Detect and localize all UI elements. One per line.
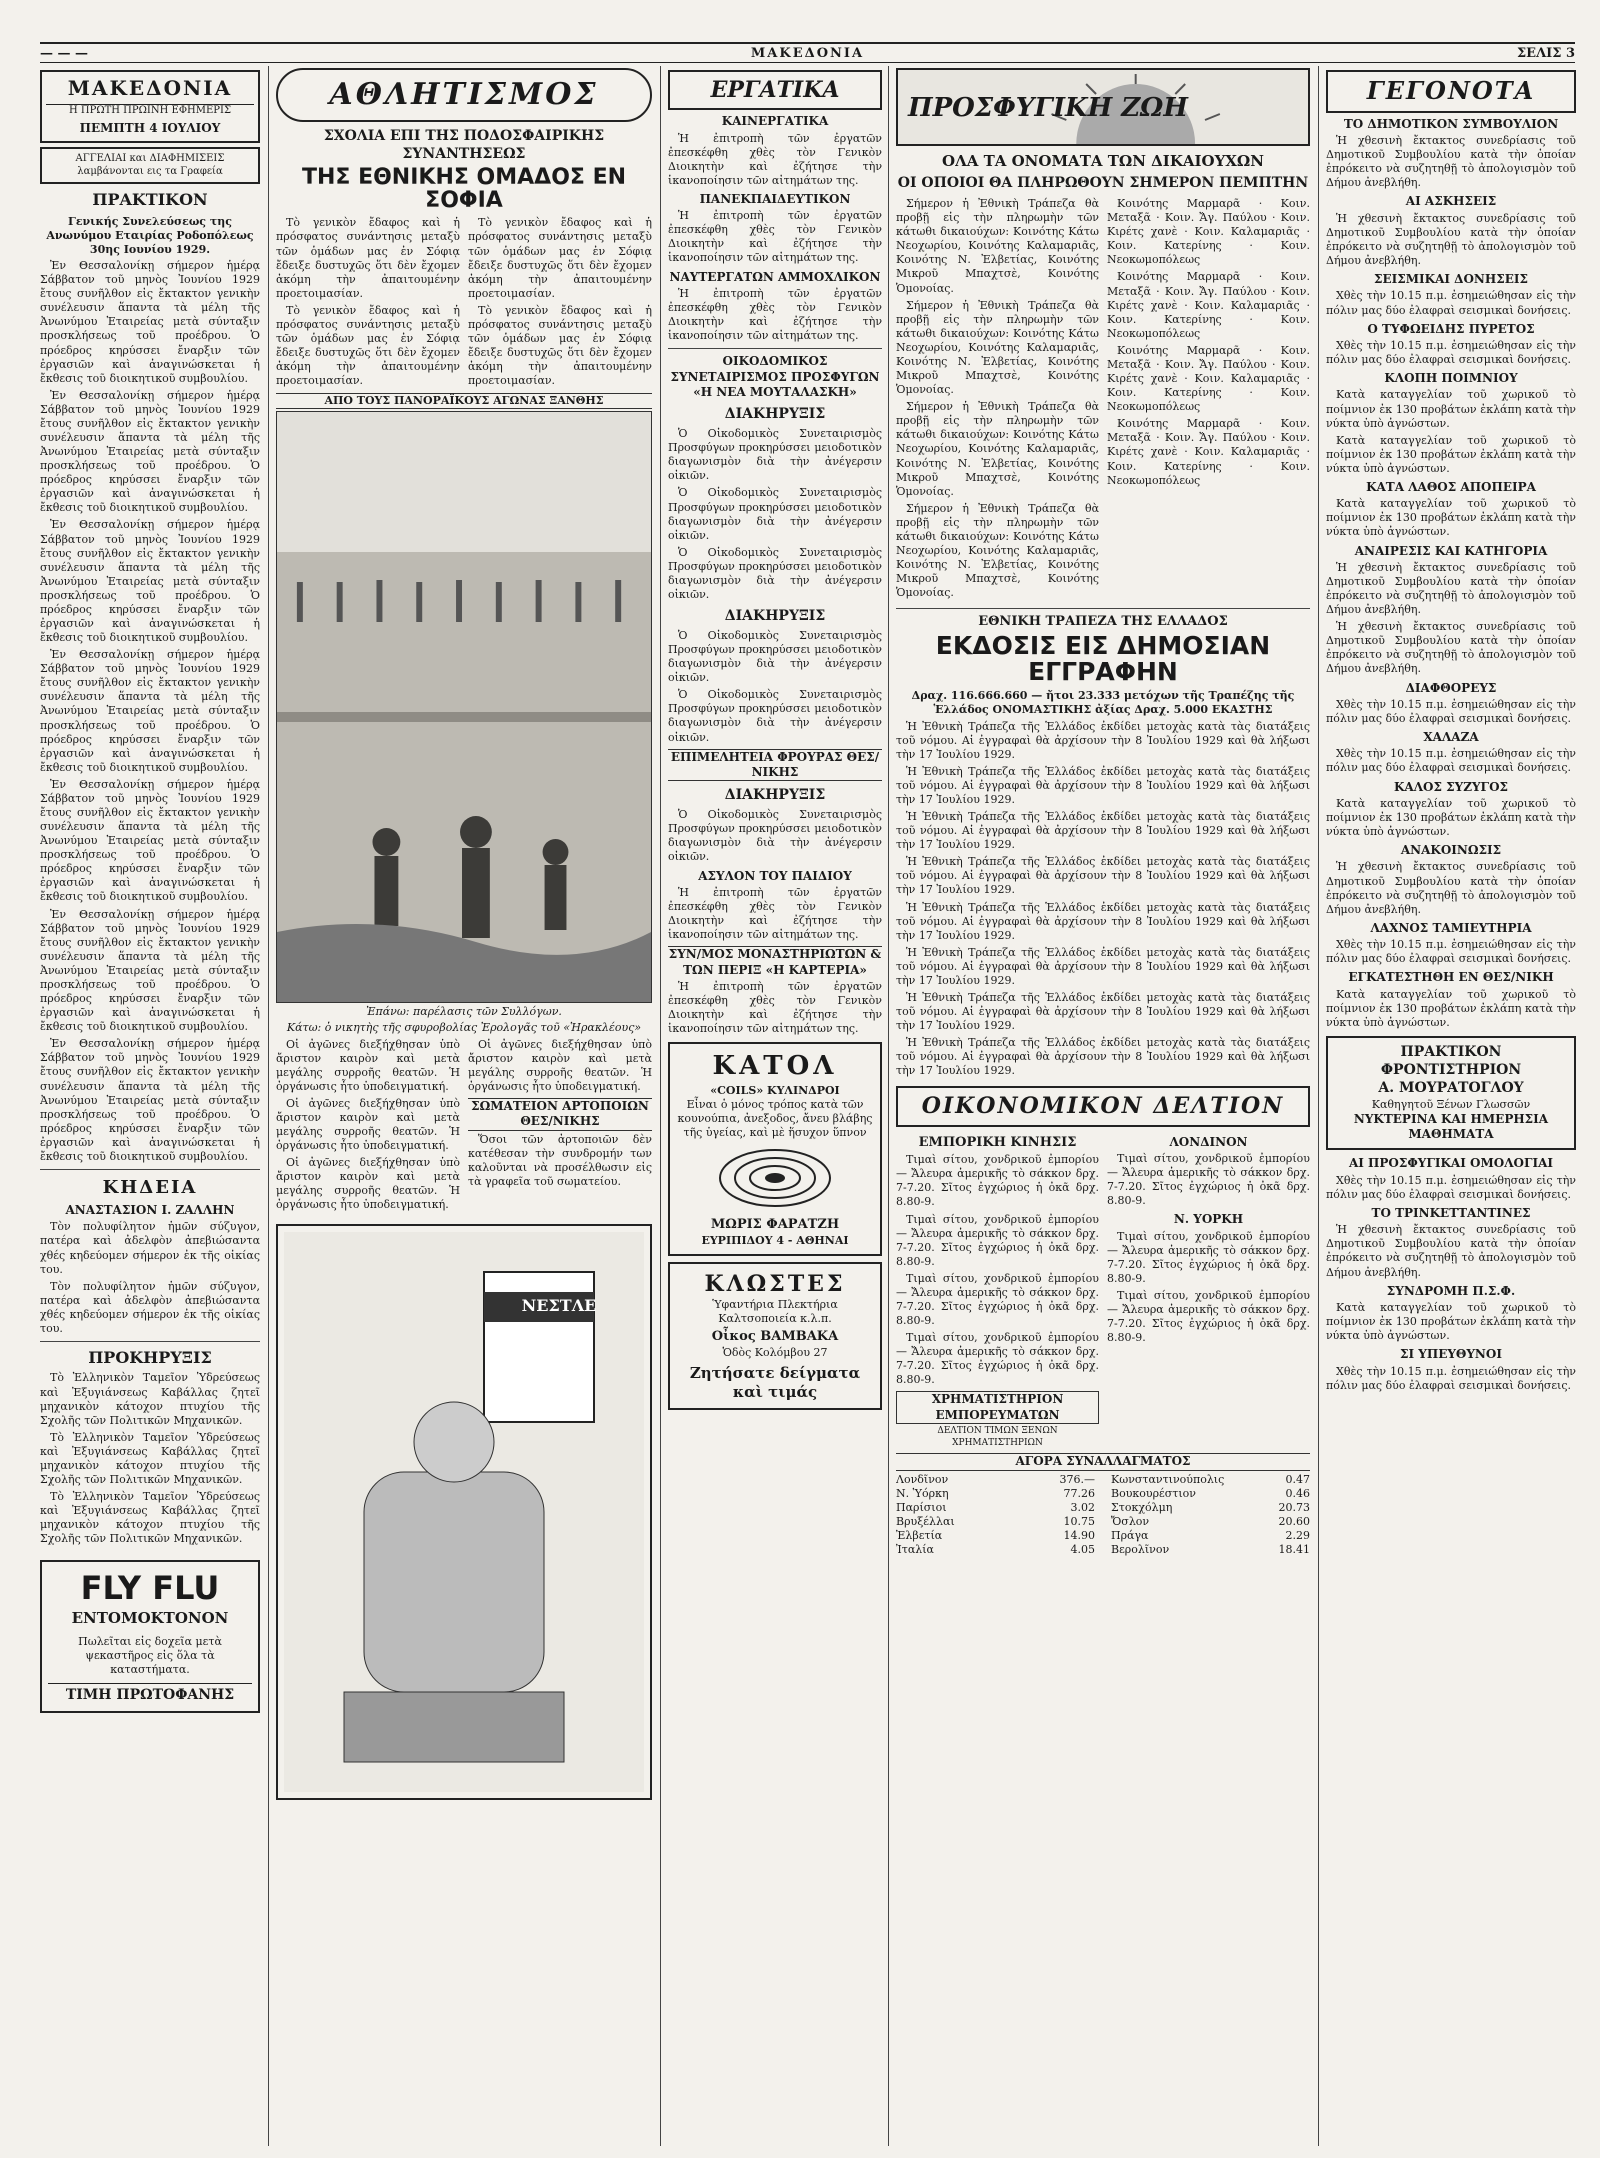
frontistirion-subtitle: Καθηγητοῦ Ξένων Γλωσσῶν	[1371, 1097, 1531, 1111]
fx-rate-row	[896, 1473, 1095, 1487]
kidia-text: Τὸν πολυφίλητον ἡμῶν σύζυγον, πατέρα καὶ ἀδελφὸν ἀπεβιώσαντα χθές κηδεύομεν σήμερον ἐκ τῆς οἰκίας του.	[40, 1220, 260, 1276]
news-headline: ΚΑΛΟΣ ΣΥΖΥΓΟΣ	[1394, 779, 1508, 794]
column-4	[896, 66, 1310, 2146]
garrison-notice: ΔΙΑΚΗΡΥΞΙΣ	[724, 787, 826, 804]
econ-text: Τιμαὶ σίτου, χονδρικοῦ ἐμπορίου — Ἄλευρα ἀμερικῆς τὸ σάκκον δρχ. 7-7.20. Σῖτος ἐγχώριος ἡ ὀκᾶ δρχ. 8.80-9.	[1107, 1288, 1310, 1345]
cooperative-text: Ὁ Οἰκοδομικὸς Συνεταιρισμὸς Προσφύγων προκηρύσσει μειοδοτικὸν διαγωνισμὸν διὰ τὴν ἀνέγερσιν οἰκιῶν.	[668, 545, 882, 602]
news-text: Ἡ χθεσινὴ ἔκτακτος συνεδρίασις τοῦ Δημοτικοῦ Συμβουλίου κατὰ τὴν ὁποίαν ἐπρόκειτο νὰ συζητηθῇ τὸ ἀπολογισμὸν τοῦ Δήμου ἀνεβλήθη.	[1326, 1223, 1576, 1279]
cooperative-text: Ὁ Οἰκοδομικὸς Συνεταιρισμὸς Προσφύγων προκηρύσσει μειοδοτικὸν διαγωνισμὸν διὰ τὴν ἀνέγερσιν οἰκιῶν.	[668, 427, 882, 483]
econ-text: Τιμαὶ σίτου, χονδρικοῦ ἐμπορίου — Ἄλευρα ἀμερικῆς τὸ σάκκον δρχ. 7-7.20. Σῖτος ἐγχώριος ἡ ὀκᾶ δρχ. 8.80-9.	[896, 1153, 1099, 1209]
fx-tables	[896, 1473, 1310, 1557]
labor-text: Ἡ ἐπιτροπὴ τῶν ἐργατῶν ἐπεσκέφθη χθὲς τὸν Γενικὸν Διοικητὴν καὶ ἐζήτησε τὴν ἱκανοποίησιν τῶν αἰτημάτων της.	[668, 979, 882, 1036]
fx-rate-row	[1111, 1515, 1310, 1529]
refugee-headline-1: ΟΛΑ ΤΑ ΟΝΟΜΑΤΑ ΤΩΝ ΔΙΚΑΙΟΥΧΩΝ	[942, 152, 1264, 170]
cooperative-text: Ὁ Οἰκοδομικὸς Συνεταιρισμὸς Προσφύγων προκηρύσσει μειοδοτικὸν διαγωνισμὸν διὰ τὴν ἀνέγερσιν οἰκιῶν.	[668, 629, 882, 685]
praktikon-text: Ἐν Θεσσαλονίκῃ σήμερον ἡμέρᾳ Σάββατον τοῦ μηνὸς Ἰουνίου 1929 ἔτους συνῆλθον εἰς ἔκτακτον γενικὴν συνέλευσιν ἅπαντα τὰ μέλη τῆς Ἀνωνύμου Ἑταιρείας μετὰ σύνταξιν προσκλήσεως τοῦ προέδρου. Ὁ πρόεδρος κηρύσσει ἔναρξιν τῶν ἐργασιῶν καὶ ἀναγινώσκεται ἡ ἔκθεσις τοῦ διοικητικοῦ συμβουλίου.	[40, 1037, 260, 1163]
column-5	[1326, 66, 1576, 2146]
fx-rate-row	[1111, 1543, 1310, 1557]
sports-text: Τὸ γενικὸν ἔδαφος καὶ ἡ πρόσφατος συνάντησις μεταξὺ τῶν ὁμάδων μας ἐν Σόφιᾳ ἔδειξε δυστυχῶς ὅτι δὲν ἔχομεν ἀκόμη τὴν ἀπαιτουμένην προετοιμασίαν.	[468, 216, 652, 300]
cooperative-text: Ὁ Οἰκοδομικὸς Συνεταιρισμὸς Προσφύγων προκηρύσσει μειοδοτικὸν διαγωνισμὸν διὰ τὴν ἀνέγερσιν οἰκιῶν.	[668, 808, 882, 864]
news-text: Ἡ χθεσινὴ ἔκτακτος συνεδρίασις τοῦ Δημοτικοῦ Συμβουλίου κατὰ τὴν ὁποίαν ἐπρόκειτο νὰ συζητηθῇ τὸ ἀπολογισμὸν τοῦ Δήμου ἀνεβλήθη.	[1326, 211, 1576, 267]
column-rule	[268, 66, 269, 2146]
econ-text: Τιμαὶ σίτου, χονδρικοῦ ἐμπορίου — Ἄλευρα ἀμερικῆς τὸ σάκκον δρχ. 7-7.20. Σῖτος ἐγχώριος ἡ ὀκᾶ δρχ. 8.80-9.	[896, 1331, 1099, 1387]
news-text: Κατὰ καταγγελίαν τοῦ χωρικοῦ τὸ ποίμνιον ἐκ 130 προβάτων ἐκλάπη κατὰ τὴν νύκτα ὑπὸ ἀγνώστων.	[1326, 433, 1576, 475]
refugee-text: Σήμερον ἡ Ἐθνικὴ Τράπεζα θὰ προβῇ εἰς τὴν πληρωμὴν τῶν κάτωθι δικαιούχων: Κοινότης Κάτω Νεοχωρίου, Κοινότης Καλαμαριᾶς, Κοινότης Ν. Ἐλβετίας, Κοινότης Μικροῦ Μπαχτσὲ, Κοινότης Ὁμονοίας.	[896, 400, 1099, 498]
klostes-ad	[668, 1262, 882, 1410]
fx-rate-row	[896, 1501, 1095, 1515]
cooperative-notice: ΔΙΑΚΗΡΥΞΙΣ	[724, 406, 826, 423]
fx-city: Βερολῖνον	[1111, 1542, 1170, 1556]
labor-text: Ἡ ἐπιτροπὴ τῶν ἐργατῶν ἐπεσκέφθη χθὲς τὸν Γενικὸν Διοικητὴν καὶ ἐζήτησε τὴν ἱκανοποίησιν τῶν αἰτημάτων της.	[668, 885, 882, 942]
fx-rate: 0.46	[1285, 1486, 1310, 1500]
bank-title: ΕΘΝΙΚΗ ΤΡΑΠΕΖΑ ΤΗΣ ΕΛΛΑΔΟΣ	[978, 614, 1228, 630]
praktikon-subtitle: Γενικής Συνελεύσεως της Ανωνύμου Εταιρίας Ροδοπόλεως 30ης Ιουνίου 1929.	[46, 214, 254, 256]
news-text: Ἡ χθεσινὴ ἔκτακτος συνεδρίασις τοῦ Δημοτικοῦ Συμβουλίου κατὰ τὴν ὁποίαν ἐπρόκειτο νὰ συζητηθῇ τὸ ἀπολογισμὸν τοῦ Δήμου ἀνεβλήθη.	[1326, 620, 1576, 676]
bank-text: Ἡ Ἐθνικὴ Τράπεζα τῆς Ἑλλάδος ἐκδίδει μετοχὰς κατὰ τὰς διατάξεις τοῦ νόμου. Αἱ ἐγγραφαὶ θὰ ἀρχίσουν τὴν 8 Ἰουλίου 1929 καὶ θὰ λήξωσι τὴν 17 Ἰουλίου 1929.	[896, 855, 1310, 897]
fx-city: Πράγα	[1111, 1528, 1149, 1542]
flyflu-text: Πωλεῖται εἰς δοχεῖα μετὰ ψεκαστῆρος εἰς ὅλα τὰ καταστήματα.	[78, 1634, 222, 1676]
prokirixis-title: ΠΡΟΚΗΡΥΞΙΣ	[88, 1347, 212, 1367]
fx-city: Βουκουρέστιον	[1111, 1486, 1196, 1500]
bank-subhead: Δραχ. 116.666.660 — ἤτοι 23.333 μετόχων τῆς Τραπέζης τῆς Ἑλλάδος ΟΝΟΜΑΣΤΙΚΗΣ ἀξίας Δραχ. 5.000 ΕΚΑΣΤΗΣ	[911, 689, 1295, 717]
page-number: ΣΕΛΙΣ 3	[1516, 45, 1575, 61]
sports-text: Τὸ γενικὸν ἔδαφος καὶ ἡ πρόσφατος συνάντησις μεταξὺ τῶν ὁμάδων μας ἐν Σόφιᾳ ἔδειξε δυστυχῶς ὅτι δὲν ἔχομεν ἀκόμη τὴν ἀπαιτουμένην προετοιμασίαν.	[276, 216, 460, 300]
fx-rate: 10.75	[1063, 1514, 1095, 1528]
news-text: Κατὰ καταγγελίαν τοῦ χωρικοῦ τὸ ποίμνιον ἐκ 130 προβάτων ἐκλάπη κατὰ τὴν νύκτα ὑπὸ ἀγνώστων.	[1326, 796, 1576, 839]
fx-rate-row	[1111, 1529, 1310, 1543]
sports-text: Οἱ ἀγῶνες διεξήχθησαν ὑπὸ ἄριστον καιρὸν καὶ μετὰ μεγάλης συρροῆς θεατῶν. Ἡ ὀργάνωσις ἦτο ὑποδειγματική.	[276, 1096, 460, 1153]
karteria-title: ΣΥΝ/ΜΟΣ ΜΟΝΑΣΤΗΡΙΩΤΩΝ & ΤΩΝ ΠΕΡΙΞ «Η ΚΑΡΤΕΡΙΑ»	[668, 947, 882, 977]
garrison-title: ΕΠΙΜΕΛΗΤΕΙΑ ΦΡΟΥΡΑΣ ΘΕΣ/ΝΙΚΗΣ	[668, 749, 882, 782]
refugee-text: Κοινότης Μαρμαρᾶ · Κοιν. Μεταξᾶ · Κοιν. Ἄγ. Παύλου · Κοιν. Κιρέτς χανὲ · Κοιν. Καλαμαριᾶς · Κοιν. Κατερίνης · Κοιν. Νεοκωμοπόλεως	[1107, 197, 1310, 267]
labor-section-title: ΕΡΓΑΤΙΚΑ	[710, 77, 840, 103]
masthead-left: — — —	[40, 45, 89, 61]
prokirixis-text: Τὸ Ἐλληνικὸν Ταμεῖον Ὑδρεύσεως καὶ Ἐξυγιάνσεως Καβάλλας ζητεῖ μηχανικὸν κάτοχον πτυχίου τῆς Σχολῆς τῶν Πολιτικῶν Μηχανικῶν.	[40, 1490, 260, 1546]
fx-rate-row	[896, 1487, 1095, 1501]
fx-table-right	[1111, 1473, 1310, 1557]
news-text: Κατὰ καταγγελίαν τοῦ χωρικοῦ τὸ ποίμνιον ἐκ 130 προβάτων ἐκλάπη κατὰ τὴν νύκτα ὑπὸ ἀγνώστων.	[1326, 987, 1576, 1029]
refugee-text: Σήμερον ἡ Ἐθνικὴ Τράπεζα θὰ προβῇ εἰς τὴν πληρωμὴν τῶν κάτωθι δικαιούχων: Κοινότης Κάτω Νεοχωρίου, Κοινότης Καλαμαριᾶς, Κοινότης Ν. Ἐλβετίας, Κοινότης Μικροῦ Μπαχτσὲ, Κοινότης Ὁμονοίας.	[896, 197, 1099, 295]
sports-headline-2: ΤΗΣ ΕΘΝΙΚΗΣ ΟΜΑΔΟΣ ΕΝ ΣΟΦΙΑ	[301, 165, 627, 214]
sports-text: Οἱ ἀγῶνες διεξήχθησαν ὑπὸ ἄριστον καιρὸν καὶ μετὰ μεγάλης συρροῆς θεατῶν. Ἡ ὀργάνωσις ἦτο ὑποδειγματική.	[468, 1037, 652, 1093]
bank-text: Ἡ Ἐθνικὴ Τράπεζα τῆς Ἑλλάδος ἐκδίδει μετοχὰς κατὰ τὰς διατάξεις τοῦ νόμου. Αἱ ἐγγραφαὶ θὰ ἀρχίσουν τὴν 8 Ἰουλίου 1929 καὶ θὰ λήξωσι τὴν 17 Ἰουλίου 1929.	[896, 764, 1310, 806]
fx-market-title: ΑΓΟΡΑ ΣΥΝΑΛΛΑΓΜΑΤΟΣ	[896, 1453, 1310, 1470]
prokirixis-text: Τὸ Ἐλληνικὸν Ταμεῖον Ὑδρεύσεως καὶ Ἐξυγιάνσεως Καβάλλας ζητεῖ μηχανικὸν κάτοχον πτυχίου τῆς Σχολῆς τῶν Πολιτικῶν Μηχανικῶν.	[40, 1371, 260, 1427]
news-text: Κατὰ καταγγελίαν τοῦ χωρικοῦ τὸ ποίμνιον ἐκ 130 προβάτων ἐκλάπη κατὰ τὴν νύκτα ὑπὸ ἀγνώστων.	[1326, 388, 1576, 430]
news-text: Χθὲς τὴν 10.15 π.μ. ἐσημειώθησαν εἰς τὴν πόλιν μας δύο ἐλαφραὶ σεισμικαὶ δονήσεις.	[1326, 1364, 1576, 1392]
bank-text: Ἡ Ἐθνικὴ Τράπεζα τῆς Ἑλλάδος ἐκδίδει μετοχὰς κατὰ τὰς διατάξεις τοῦ νόμου. Αἱ ἐγγραφαὶ θὰ ἀρχίσουν τὴν 8 Ἰουλίου 1929 καὶ θὰ λήξωσι τὴν 17 Ἰουλίου 1929.	[896, 990, 1310, 1033]
econ-text: Τιμαὶ σίτου, χονδρικοῦ ἐμπορίου — Ἄλευρα ἀμερικῆς τὸ σάκκον δρχ. 7-7.20. Σῖτος ἐγχώριος ἡ ὀκᾶ δρχ. 8.80-9.	[1107, 1151, 1310, 1208]
london-label: ΛΟΝΔΙΝΟΝ	[1169, 1134, 1248, 1149]
news-headline: ΑΙ ΠΡΟΣΦΥΓΙΚΑΙ ΟΜΟΛΟΓΙΑΙ	[1348, 1156, 1554, 1171]
nestle-label: ΝΕΣΤΛΕ	[521, 1295, 597, 1315]
photo-caption-top: ΑΠΟ ΤΟΥΣ ΠΑΝΟΡΑΪΚΟΥΣ ΑΓΩΝΑΣ ΞΑΝΘΗΣ	[276, 393, 652, 409]
news-section-title: ΓΕΓΟΝΟΤΑ	[1366, 76, 1536, 105]
klostes-title: ΚΛΩΣΤΕΣ	[704, 1270, 846, 1297]
praktikon-text: Ἐν Θεσσαλονίκῃ σήμερον ἡμέρᾳ Σάββατον τοῦ μηνὸς Ἰουνίου 1929 ἔτους συνῆλθον εἰς ἔκτακτον γενικὴν συνέλευσιν ἅπαντα τὰ μέλη τῆς Ἀνωνύμου Ἑταιρείας μετὰ σύνταξιν προσκλήσεως τοῦ προέδρου. Ὁ πρόεδρος κηρύσσει ἔναρξιν τῶν ἐργασιῶν καὶ ἀναγινώσκεται ἡ ἔκθεσις τοῦ διοικητικοῦ συμβουλίου.	[40, 259, 260, 385]
news-section-header	[1326, 70, 1576, 113]
fx-rate-row	[896, 1529, 1095, 1543]
news-headline: ΑΙ ΑΣΚΗΣΕΙΣ	[1405, 194, 1497, 209]
fx-rate: 14.90	[1063, 1528, 1095, 1542]
frontistirion-title: ΠΡΑΚΤΙΚΟΝ ΦΡΟΝΤΙΣΤΗΡΙΟΝ	[1380, 1043, 1522, 1078]
bambaka-address: Ὁδὸς Κολόμβου 27	[722, 1345, 828, 1359]
paper-tagline: Η ΠΡΩΤΗ ΠΡΩΙΝΗ ΕΦΗΜΕΡΙΣ	[46, 104, 254, 118]
photo-caption-2: Κάτω: ὁ νικητὴς τῆς σφυροβολίας Ἐρολογᾶς τοῦ «Ἡρακλέους»	[286, 1021, 642, 1035]
econ-section-header	[896, 1086, 1310, 1126]
refugee-text: Κοινότης Μαρμαρᾶ · Κοιν. Μεταξᾶ · Κοιν. Ἄγ. Παύλου · Κοιν. Κιρέτς χανὲ · Κοιν. Καλαμαριᾶς · Κοιν. Κατερίνης · Κοιν. Νεοκωμοπόλεως	[1107, 343, 1310, 414]
katol-address: ΕΥΡΙΠΙΔΟΥ 4 - ΑΘΗΝΑΙ	[701, 1233, 849, 1247]
ads-notice: ΑΓΓΕΛΙΑΙ και ΔΙΑΦΗΜΙΣΕΙΣ λαμβάνονται εις τα Γραφεία	[40, 147, 260, 185]
news-text: Κατὰ καταγγελίαν τοῦ χωρικοῦ τὸ ποίμνιον ἐκ 130 προβάτων ἐκλάπη κατὰ τὴν νύκτα ὑπὸ ἀγνώστων.	[1326, 1300, 1576, 1343]
coil-icon	[715, 1143, 835, 1213]
news-text: Χθὲς τὴν 10.15 π.μ. ἐσημειώθησαν εἰς τὴν πόλιν μας δύο ἐλαφραὶ σεισμικαὶ δονήσεις.	[1326, 938, 1576, 966]
katol-title: ΚΑΤΟΛ	[712, 1051, 838, 1082]
praktikon-text: Ἐν Θεσσαλονίκῃ σήμερον ἡμέρᾳ Σάββατον τοῦ μηνὸς Ἰουνίου 1929 ἔτους συνῆλθον εἰς ἔκτακτον γενικὴν συνέλευσιν ἅπαντα τὰ μέλη τῆς Ἀνωνύμου Ἑταιρείας μετὰ σύνταξιν προσκλήσεως τοῦ προέδρου. Ὁ πρόεδρος κηρύσσει ἔναρξιν τῶν ἐργασιῶν καὶ ἀναγινώσκεται ἡ ἔκθεσις τοῦ διοικητικοῦ συμβουλίου.	[40, 518, 260, 645]
news-headline: ΤΟ ΤΡΙΝΚΕΤΤΑΝΤΙΝΕΣ	[1371, 1205, 1531, 1220]
fx-rate: 77.26	[1063, 1486, 1095, 1500]
column-2	[276, 66, 652, 2146]
kidia-title: ΚΗΔΕΙΑ	[102, 1176, 198, 1198]
katol-text: Εἶναι ὁ μόνος τρόπος κατὰ τῶν κουνούπια, ἀνεξοδος, ἄνευ βλάβης τῆς ὑγείας, καὶ μὲ ἥσυχον ὕπνον	[677, 1097, 873, 1139]
fx-rate: 20.73	[1278, 1500, 1310, 1514]
sports-photo	[276, 411, 652, 1003]
divider	[40, 1169, 260, 1170]
sports-text-columns-2	[276, 1038, 652, 1216]
refugee-text: Σήμερον ἡ Ἐθνικὴ Τράπεζα θὰ προβῇ εἰς τὴν πληρωμὴν τῶν κάτωθι δικαιούχων: Κοινότης Κάτω Νεοχωρίου, Κοινότης Καλαμαριᾶς, Κοινότης Ν. Ἐλβετίας, Κοινότης Μικροῦ Μπαχτσὲ, Κοινότης Ὁμονοίας.	[896, 501, 1099, 600]
bank-text: Ἡ Ἐθνικὴ Τράπεζα τῆς Ἑλλάδος ἐκδίδει μετοχὰς κατὰ τὰς διατάξεις τοῦ νόμου. Αἱ ἐγγραφαὶ θὰ ἀρχίσουν τὴν 8 Ἰουλίου 1929 καὶ θὰ λήξωσι τὴν 17 Ἰουλίου 1929.	[896, 900, 1310, 942]
divider	[668, 348, 882, 349]
newyork-label: Ν. ΥΟΡΚΗ	[1173, 1212, 1244, 1227]
column-rule	[888, 66, 889, 2146]
flyflu-ad	[40, 1560, 260, 1712]
econ-section-title: ΟΙΚΟΝΟΜΙΚΟΝ ΔΕΛΤΙΟΝ	[921, 1093, 1285, 1120]
fx-city: Βρυξέλλαι	[896, 1514, 955, 1528]
news-headline: Ο ΤΥΦΩΕΙΔΗΣ ΠΥΡΕΤΟΣ	[1367, 321, 1535, 336]
labor-text: Ἡ ἐπιτροπὴ τῶν ἐργατῶν ἐπεσκέφθη χθὲς τὸν Γενικὸν Διοικητὴν καὶ ἐζήτησε τὴν ἱκανοποίησιν τῶν αἰτημάτων της.	[668, 286, 882, 343]
photo-caption-1: Ἐπάνω: παρέλασις τῶν Συλλόγων.	[366, 1005, 562, 1019]
flyflu-subtitle: ΕΝΤΟΜΟΚΤΟΝΟΝ	[71, 1609, 229, 1628]
flyflu-price: ΤΙΜΗ ΠΡΩΤΟΦΑΝΗΣ	[48, 1683, 252, 1705]
refugee-text: Σήμερον ἡ Ἐθνικὴ Τράπεζα θὰ προβῇ εἰς τὴν πληρωμὴν τῶν κάτωθι δικαιούχων: Κοινότης Κάτω Νεοχωρίου, Κοινότης Καλαμαριᾶς, Κοινότης Ν. Ἐλβετίας, Κοινότης Μικροῦ Μπαχτσὲ, Κοινότης Ὁμονοίας.	[896, 298, 1099, 397]
praktikon-title: ΠΡΑΚΤΙΚΟΝ	[92, 190, 208, 210]
news-headline: ΣΕΙΣΜΙΚΑΙ ΔΟΝΗΣΕΙΣ	[1374, 272, 1528, 287]
news-headline: ΚΑΤΑ ΛΑΘΟΣ ΑΠΟΠΕΙΡΑ	[1366, 479, 1536, 494]
divider	[40, 1341, 260, 1342]
econ-text: Τιμαὶ σίτου, χονδρικοῦ ἐμπορίου — Ἄλευρα ἀμερικῆς τὸ σάκκον δρχ. 7-7.20. Σῖτος ἐγχώριος ἡ ὀκᾶ δρχ. 8.80-9.	[1107, 1229, 1310, 1285]
fx-table-left	[896, 1473, 1095, 1557]
masthead-title: ΜΑΚΕΔΟΝΙΑ	[750, 45, 865, 61]
cooperative-text: Ὁ Οἰκοδομικὸς Συνεταιρισμὸς Προσφύγων προκηρύσσει μειοδοτικὸν διαγωνισμὸν διὰ τὴν ἀνέγερσιν οἰκιῶν.	[668, 688, 882, 744]
sports-text-columns	[276, 216, 652, 391]
refugee-section-header	[896, 68, 1310, 146]
fx-rate-row	[896, 1543, 1095, 1557]
fx-city: Στοκχόλμη	[1111, 1500, 1173, 1514]
kidia-text: Τὸν πολυφίλητον ἡμῶν σύζυγον, πατέρα καὶ ἀδελφὸν ἀπεβιώσαντα χθές κηδεύομεν σήμερον ἐκ τῆς οἰκίας του.	[40, 1279, 260, 1335]
cooperative-title: ΟΙΚΟΔΟΜΙΚΟΣ ΣΥΝΕΤΑΙΡΙΣΜΟΣ ΠΡΟΣΦΥΓΩΝ «Η ΝΕΑ ΜΟΥΤΑΛΑΣΚΗ»	[670, 354, 880, 399]
fx-rate: 3.02	[1070, 1500, 1095, 1514]
news-headline: ΧΑΛΑΖΑ	[1423, 730, 1479, 745]
fx-rate-row	[1111, 1487, 1310, 1501]
news-headline: ΤΟ ΔΗΜΟΤΙΚΟΝ ΣΥΜΒΟΥΛΙΟΝ	[1343, 116, 1559, 131]
flyflu-title: FLY FLU	[80, 1569, 220, 1608]
frontistirion-ad	[1326, 1036, 1576, 1151]
sports-text: Τὸ γενικὸν ἔδαφος καὶ ἡ πρόσφατος συνάντησις μεταξὺ τῶν ὁμάδων μας ἐν Σόφιᾳ ἔδειξε δυστυχῶς ὅτι δὲν ἔχομεν ἀκόμη τὴν ἀπαιτουμένην προετοιμασίαν.	[468, 303, 652, 388]
praktikon-text: Ἐν Θεσσαλονίκῃ σήμερον ἡμέρᾳ Σάββατον τοῦ μηνὸς Ἰουνίου 1929 ἔτους συνῆλθον εἰς ἔκτακτον γενικὴν συνέλευσιν ἅπαντα τὰ μέλη τῆς Ἀνωνύμου Ἑταιρείας μετὰ σύνταξιν προσκλήσεως τοῦ προέδρου. Ὁ πρόεδρος κηρύσσει ἔναρξιν τῶν ἐργασιῶν καὶ ἀναγινώσκεται ἡ ἔκθεσις τοῦ διοικητικοῦ συμβουλίου.	[40, 907, 260, 1034]
refugee-text: Κοινότης Μαρμαρᾶ · Κοιν. Μεταξᾶ · Κοιν. Ἄγ. Παύλου · Κοιν. Κιρέτς χανὲ · Κοιν. Καλαμαριᾶς · Κοιν. Κατερίνης · Κοιν. Νεοκωμοπόλεως	[1107, 270, 1310, 340]
bank-text: Ἡ Ἐθνικὴ Τράπεζα τῆς Ἑλλάδος ἐκδίδει μετοχὰς κατὰ τὰς διατάξεις τοῦ νόμου. Αἱ ἐγγραφαὶ θὰ ἀρχίσουν τὴν 8 Ἰουλίου 1929 καὶ θὰ λήξωσι τὴν 17 Ἰουλίου 1929.	[896, 1036, 1310, 1078]
fx-rate: 0.47	[1285, 1472, 1310, 1486]
praktikon-text: Ἐν Θεσσαλονίκῃ σήμερον ἡμέρᾳ Σάββατον τοῦ μηνὸς Ἰουνίου 1929 ἔτους συνῆλθον εἰς ἔκτακτον γενικὴν συνέλευσιν ἅπαντα τὰ μέλη τῆς Ἀνωνύμου Ἑταιρείας μετὰ σύνταξιν προσκλήσεως τοῦ προέδρου. Ὁ πρόεδρος κηρύσσει ἔναρξιν τῶν ἐργασιῶν καὶ ἀναγινώσκεται ἡ ἔκθεσις τοῦ διοικητικοῦ συμβουλίου.	[40, 777, 260, 904]
nestle-ad	[276, 1224, 652, 1800]
sports-text: Οἱ ἀγῶνες διεξήχθησαν ὑπὸ ἄριστον καιρὸν καὶ μετὰ μεγάλης συρροῆς θεατῶν. Ἡ ὀργάνωσις ἦτο ὑποδειγματική.	[276, 1037, 460, 1093]
ammoxlikon-title: ΝΑΥΤΕΡΓΑΤΩΝ ΑΜΜΟΧΛΙΚΟΝ	[669, 269, 881, 284]
asylon-title: ΑΣΥΛΟΝ ΤΟΥ ΠΑΙΔΙΟΥ	[698, 868, 852, 883]
news-headline: ΛΑΧΝΟΣ ΤΑΜΙΕΥΤΗΡΙΑ	[1370, 920, 1532, 935]
bambaka-name: Οἶκος ΒΑΜΒΑΚΑ	[711, 1328, 839, 1344]
bread-union-title: ΣΩΜΑΤΕΙΟΝ ΑΡΤΟΠΟΙΩΝ ΘΕΣ/ΝΙΚΗΣ	[468, 1098, 652, 1131]
news-text: Ἡ χθεσινὴ ἔκτακτος συνεδρίασις τοῦ Δημοτικοῦ Συμβουλίου κατὰ τὴν ὁποίαν ἐπρόκειτο νὰ συζητηθῇ τὸ ἀπολογισμὸν τοῦ Δήμου ἀνεβλήθη.	[1326, 134, 1576, 190]
cooperative-text: Ὁ Οἰκοδομικὸς Συνεταιρισμὸς Προσφύγων προκηρύσσει μειοδοτικὸν διαγωνισμὸν διὰ τὴν ἀνέγερσιν οἰκιῶν.	[668, 486, 882, 542]
news-headline: ΣΙ ΥΠΕΥΘΥΝΟΙ	[1400, 1347, 1502, 1362]
panekpaideutikon-title: ΠΑΝΕΚΠΑΙΔΕΥΤΙΚΟΝ	[699, 191, 851, 206]
news-headline: ΑΝΑΙΡΕΣΙΣ ΚΑΙ ΚΑΤΗΓΟΡΙΑ	[1354, 543, 1548, 558]
refugee-headline-2: ΟΙ ΟΠΟΙΟΙ ΘΑ ΠΛΗΡΩΘΟΥΝ ΣΗΜΕΡΟΝ ΠΕΜΠΤΗΝ	[897, 175, 1309, 192]
news-text: Χθὲς τὴν 10.15 π.μ. ἐσημειώθησαν εἰς τὴν πόλιν μας δύο ἐλαφραὶ σεισμικαὶ δονήσεις.	[1326, 289, 1576, 317]
sports-photo-illustration	[277, 412, 651, 1002]
econ-text: Τιμαὶ σίτου, χονδρικοῦ ἐμπορίου — Ἄλευρα ἀμερικῆς τὸ σάκκον δρχ. 7-7.20. Σῖτος ἐγχώριος ἡ ὀκᾶ δρχ. 8.80-9.	[896, 1212, 1099, 1268]
econ-columns	[896, 1131, 1310, 1450]
sports-section-title: ΑΘΛΗΤΙΣΜΟΣ	[329, 77, 599, 112]
column-1	[40, 66, 260, 2146]
news-headline: ΣΥΝΔΡΟΜΗ Π.Σ.Φ.	[1386, 1283, 1516, 1298]
column-rule	[660, 66, 661, 2146]
bread-union-text: Ὅσοι τῶν ἀρτοποιῶν δὲν κατέθεσαν τὴν συνδρομήν των καλοῦνται νὰ προσέλθωσιν εἰς τὰ γραφεῖα τοῦ σωματείου.	[468, 1132, 652, 1188]
katol-subtitle: «COILS» ΚΥΛΙΝΔΡΟΙ	[710, 1083, 840, 1097]
fx-rate: 2.29	[1285, 1528, 1310, 1542]
news-text: Χθὲς τὴν 10.15 π.μ. ἐσημειώθησαν εἰς τὴν πόλιν μας δύο ἐλαφραὶ σεισμικαὶ δονήσεις.	[1326, 1173, 1576, 1201]
praktikon-text: Ἐν Θεσσαλονίκῃ σήμερον ἡμέρᾳ Σάββατον τοῦ μηνὸς Ἰουνίου 1929 ἔτους συνῆλθον εἰς ἔκτακτον γενικὴν συνέλευσιν ἅπαντα τὰ μέλη τῆς Ἀνωνύμου Ἑταιρείας μετὰ σύνταξιν προσκλήσεως τοῦ προέδρου. Ὁ πρόεδρος κηρύσσει ἔναρξιν τῶν ἐργασιῶν καὶ ἀναγινώσκεται ἡ ἔκθεσις τοῦ διοικητικοῦ συμβουλίου.	[40, 648, 260, 774]
news-text: Χθὲς τὴν 10.15 π.μ. ἐσημειώθησαν εἰς τὴν πόλιν μας δύο ἐλαφραὶ σεισμικαὶ δονήσεις.	[1326, 697, 1576, 725]
paper-name: ΜΑΚΕΔΟΝΙΑ	[67, 76, 233, 100]
fx-city: Ἰταλία	[896, 1542, 934, 1556]
klostes-text: Ὑφαντήρια Πλεκτήρια Καλτσοποιεία κ.λ.π.	[712, 1297, 838, 1325]
fx-city: Ν. Ὑόρκη	[896, 1486, 949, 1500]
fx-city: Ὄσλον	[1111, 1514, 1150, 1528]
commodity-exchange-subtitle: ΔΕΛΤΙΟΝ ΤΙΜΩΝ ΞΕΝΩΝ ΧΡΗΜΑΤΙΣΤΗΡΙΩΝ	[937, 1426, 1058, 1448]
date-line: ΠΕΜΠΤΗ 4 ΙΟΥΛΙΟΥ	[79, 121, 221, 136]
refugee-section-title: ΠΡΟΣΦΥΓΙΚΗ ΖΩΗ	[908, 93, 1188, 123]
news-text: Χθὲς τὴν 10.15 π.μ. ἐσημειώθησαν εἰς τὴν πόλιν μας δύο ἐλαφραὶ σεισμικαὶ δονήσεις.	[1326, 338, 1576, 367]
fx-city: Λονδῖνον	[896, 1472, 949, 1486]
commodity-exchange-title: ΧΡΗΜΑΤΙΣΤΗΡΙΟΝ ΕΜΠΟΡΕΥΜΑΤΩΝ	[896, 1391, 1099, 1424]
bank-text: Ἡ Ἐθνικὴ Τράπεζα τῆς Ἑλλάδος ἐκδίδει μετοχὰς κατὰ τὰς διατάξεις τοῦ νόμου. Αἱ ἐγγραφαὶ θὰ ἀρχίσουν τὴν 8 Ἰουλίου 1929 καὶ θὰ λήξωσι τὴν 17 Ἰουλίου 1929.	[896, 719, 1310, 761]
econ-text: Τιμαὶ σίτου, χονδρικοῦ ἐμπορίου — Ἄλευρα ἀμερικῆς τὸ σάκκον δρχ. 7-7.20. Σῖτος ἐγχώριος ἡ ὀκᾶ δρχ. 8.80-9.	[896, 1271, 1099, 1328]
fx-city: Κωνσταντινούπολις	[1111, 1472, 1225, 1486]
divider	[896, 608, 1310, 609]
frontistirion-text: ΝΥΚΤΕΡΙΝΑ ΚΑΙ ΗΜΕΡΗΣΙΑ ΜΑΘΗΜΑΤΑ	[1353, 1111, 1549, 1142]
praktikon-text: Ἐν Θεσσαλονίκῃ σήμερον ἡμέρᾳ Σάββατον τοῦ μηνὸς Ἰουνίου 1929 ἔτους συνῆλθον εἰς ἔκτακτον γενικὴν συνέλευσιν ἅπαντα τὰ μέλη τῆς Ἀνωνύμου Ἑταιρείας μετὰ σύνταξιν προσκλήσεως τοῦ προέδρου. Ὁ πρόεδρος κηρύσσει ἔναρξιν τῶν ἐργασιῶν καὶ ἀναγινώσκεται ἡ ἔκθεσις τοῦ διοικητικοῦ συμβουλίου.	[40, 388, 260, 515]
news-text: Ἡ χθεσινὴ ἔκτακτος συνεδρίασις τοῦ Δημοτικοῦ Συμβουλίου κατὰ τὴν ὁποίαν ἐπρόκειτο νὰ συζητηθῇ τὸ ἀπολογισμὸν τοῦ Δήμου ἀνεβλήθη.	[1326, 860, 1576, 916]
fx-rate: 20.60	[1278, 1514, 1310, 1528]
column-rule	[1318, 66, 1319, 2146]
kainergatika-title: ΚΑΙΝΕΡΓΑΤΙΚΑ	[721, 114, 829, 129]
kidia-name: ΑΝΑΣΤΑΣΙΟΝ Ι. ΖΑΛΛΗΝ	[65, 1203, 235, 1217]
sports-headline-1: ΣΧΟΛΙΑ ΕΠΙ ΤΗΣ ΠΟΔΟΣΦΑΙΡΙΚΗΣ ΣΥΝΑΝΤΗΣΕΩΣ	[323, 128, 605, 163]
news-headline: ΕΓΚΑΤΕΣΤΗΘΗ ΕΝ ΘΕΣ/ΝΙΚΗ	[1348, 970, 1554, 985]
fx-rate-row	[1111, 1501, 1310, 1515]
paper-nameplate	[40, 70, 260, 143]
frontistirion-name: Α. ΜΟΥΡΑΤΟΓΛΟΥ	[1378, 1079, 1524, 1096]
fx-rate: 4.05	[1070, 1542, 1095, 1556]
labor-text: Ἡ ἐπιτροπὴ τῶν ἐργατῶν ἐπεσκέφθη χθὲς τὸν Γενικὸν Διοικητὴν καὶ ἐζήτησε τὴν ἱκανοποίησιν τῶν αἰτημάτων της.	[668, 209, 882, 265]
column-3	[668, 66, 882, 2146]
news-headline: ΚΛΟΠΗ ΠΟΙΜΝΙΟΥ	[1384, 371, 1518, 386]
fx-city: Παρίσιοι	[896, 1500, 947, 1514]
zitisate-text: Ζητήσατε δείγματα καὶ τιμάς	[689, 1363, 861, 1401]
bank-headline: ΕΚΔΟΣΙΣ ΕΙΣ ΔΗΜΟΣΙΑΝ ΕΓΓΡΑΦΗΝ	[935, 630, 1271, 687]
bank-text: Ἡ Ἐθνικὴ Τράπεζα τῆς Ἑλλάδος ἐκδίδει μετοχὰς κατὰ τὰς διατάξεις τοῦ νόμου. Αἱ ἐγγραφαὶ θὰ ἀρχίσουν τὴν 8 Ἰουλίου 1929 καὶ θὰ λήξωσι τὴν 17 Ἰουλίου 1929.	[896, 810, 1310, 852]
news-text: Χθὲς τὴν 10.15 π.μ. ἐσημειώθησαν εἰς τὴν πόλιν μας δύο ἐλαφραὶ σεισμικαὶ δονήσεις.	[1326, 747, 1576, 775]
masthead-bar	[40, 42, 1575, 63]
fx-city: Ἐλβετία	[896, 1528, 943, 1542]
news-headline: ΔΙΑΦΘΟΡΕΥΣ	[1405, 680, 1497, 695]
sports-text: Τὸ γενικὸν ἔδαφος καὶ ἡ πρόσφατος συνάντησις μεταξὺ τῶν ὁμάδων μας ἐν Σόφιᾳ ἔδειξε δυστυχῶς ὅτι δὲν ἔχομεν ἀκόμη τὴν ἀπαιτουμένην προετοιμασίαν.	[276, 303, 460, 388]
bank-text: Ἡ Ἐθνικὴ Τράπεζα τῆς Ἑλλάδος ἐκδίδει μετοχὰς κατὰ τὰς διατάξεις τοῦ νόμου. Αἱ ἐγγραφαὶ θὰ ἀρχίσουν τὴν 8 Ἰουλίου 1929 καὶ θὰ λήξωσι τὴν 17 Ἰουλίου 1929.	[896, 945, 1310, 987]
news-headline: ΑΝΑΚΟΙΝΩΣΙΣ	[1400, 843, 1502, 858]
fx-rate-row	[896, 1515, 1095, 1529]
katol-ad	[668, 1042, 882, 1255]
cooperative-notice: ΔΙΑΚΗΡΥΞΙΣ	[724, 608, 826, 625]
labor-text: Ἡ ἐπιτροπὴ τῶν ἐργατῶν ἐπεσκέφθη χθὲς τὸν Γενικὸν Διοικητὴν καὶ ἐζήτησε τὴν ἱκανοποίησιν τῶν αἰτημάτων της.	[668, 131, 882, 187]
prokirixis-text: Τὸ Ἐλληνικὸν Ταμεῖον Ὑδρεύσεως καὶ Ἐξυγιάνσεως Καβάλλας ζητεῖ μηχανικὸν κάτοχον πτυχίου τῆς Σχολῆς τῶν Πολιτικῶν Μηχανικῶν.	[40, 1430, 260, 1486]
labor-section-header	[668, 70, 882, 110]
news-text: Κατὰ καταγγελίαν τοῦ χωρικοῦ τὸ ποίμνιον ἐκ 130 προβάτων ἐκλάπη κατὰ τὴν νύκτα ὑπὸ ἀγνώστων.	[1326, 497, 1576, 539]
econ-subtitle: ΕΜΠΟΡΙΚΗ ΚΙΝΗΣΙΣ	[918, 1134, 1077, 1150]
sports-section-header	[276, 68, 652, 122]
fx-rate: 376.—	[1059, 1472, 1095, 1486]
fx-rate: 18.41	[1278, 1542, 1310, 1556]
news-text: Ἡ χθεσινὴ ἔκτακτος συνεδρίασις τοῦ Δημοτικοῦ Συμβουλίου κατὰ τὴν ὁποίαν ἐπρόκειτο νὰ συζητηθῇ τὸ ἀπολογισμὸν τοῦ Δήμου ἀνεβλήθη.	[1326, 560, 1576, 617]
katol-agent: ΜΩΡΙΣ ΦΑΡΑΤΖΗ	[710, 1216, 840, 1232]
fx-rate-row	[1111, 1473, 1310, 1487]
refugee-text: Κοινότης Μαρμαρᾶ · Κοιν. Μεταξᾶ · Κοιν. Ἄγ. Παύλου · Κοιν. Κιρέτς χανὲ · Κοιν. Καλαμαριᾶς · Κοιν. Κατερίνης · Κοιν. Νεοκωμοπόλεως	[1107, 417, 1310, 487]
sports-text: Οἱ ἀγῶνες διεξήχθησαν ὑπὸ ἄριστον καιρὸν καὶ μετὰ μεγάλης συρροῆς θεατῶν. Ἡ ὀργάνωσις ἦτο ὑποδειγματική.	[276, 1156, 460, 1212]
refugee-text-columns	[896, 197, 1310, 603]
